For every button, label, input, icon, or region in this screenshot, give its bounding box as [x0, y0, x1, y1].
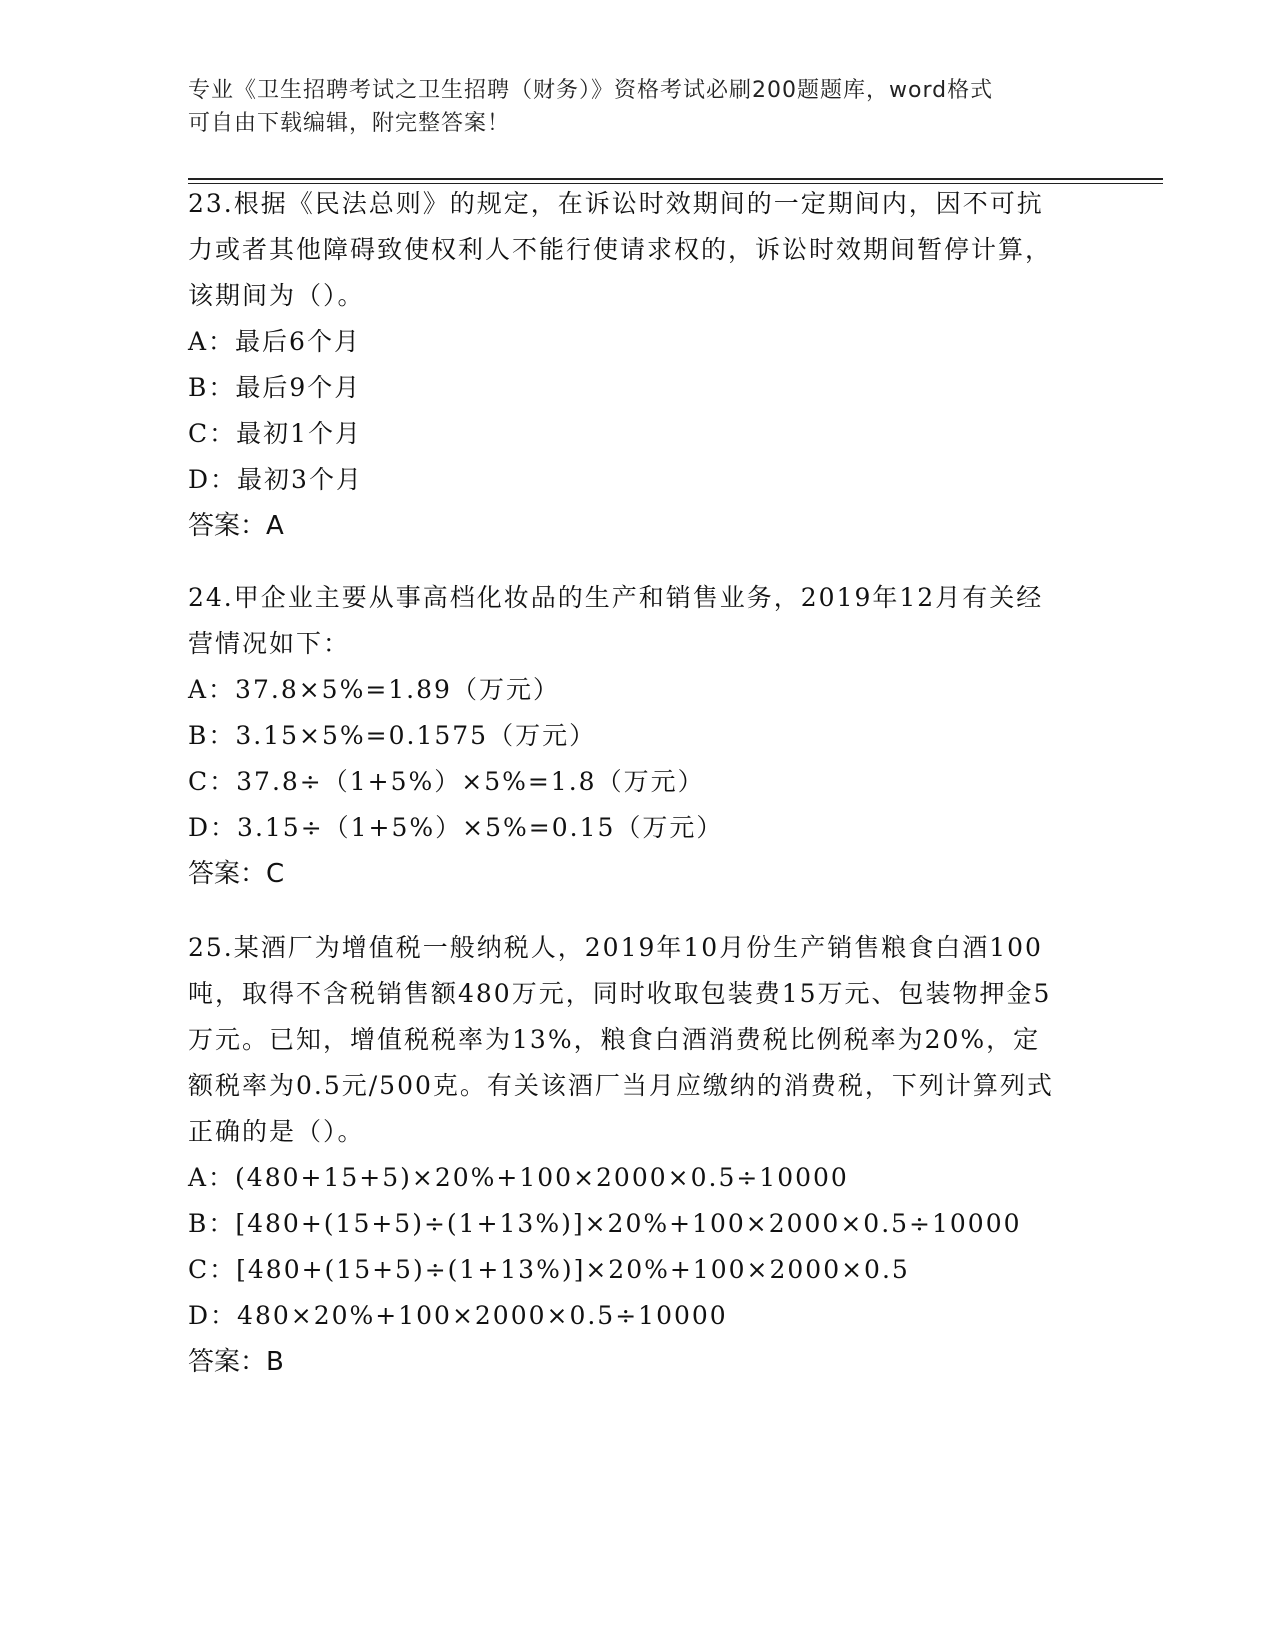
document-header — [188, 74, 1068, 140]
question-stem: 24.甲企业主要从事高档化妆品的生产和销售业务，2019年12月有关经营情况如下： — [188, 583, 1044, 658]
option-b: B：[480+(15+5)÷(1+13%)]×20%+100×2000×0.5÷10000 — [188, 1209, 1022, 1238]
option-a: A：最后6个月 — [188, 327, 361, 356]
option-c: C：[480+(15+5)÷(1+13%)]×20%+100×2000×0.5 — [188, 1255, 910, 1284]
answer-label: 答案：A — [188, 511, 284, 541]
option-d: D：3.15÷（1+5%）×5%=0.15（万元） — [188, 813, 724, 842]
question-stem: 25.某酒厂为增值税一般纳税人，2019年10月份生产销售粮食白酒100吨，取得不含税销售额480万元，同时收取包装费15万元、包装物押金5万元。已知，增值税税率为13%，粮食白酒消费税比例税率为20%，定额税率为0.5元/500克。有关该酒厂当月应缴纳的消费税，下列计算列式正确的是（）。 — [188, 933, 1054, 1146]
option-c: C：最初1个月 — [188, 419, 363, 448]
question-stem: 23.根据《民法总则》的规定，在诉讼时效期间的一定期间内，因不可抗力或者其他障碍致使权利人不能行使请求权的，诉讼时效期间暂停计算，该期间为（）。 — [188, 189, 1053, 310]
answer-label: 答案：C — [188, 859, 285, 889]
option-b: B：最后9个月 — [188, 373, 362, 402]
question-25 — [188, 925, 1088, 1385]
option-d: D：480×20%+100×2000×0.5÷10000 — [188, 1301, 728, 1330]
option-a: A：(480+15+5)×20%+100×2000×0.5÷10000 — [188, 1163, 849, 1192]
option-a: A：37.8×5%=1.89（万元） — [188, 675, 560, 704]
answer-label: 答案：B — [188, 1347, 284, 1377]
question-24 — [188, 575, 1088, 897]
option-d: D：最初3个月 — [188, 465, 363, 494]
option-c: C：37.8÷（1+5%）×5%=1.8（万元） — [188, 767, 705, 796]
option-b: B：3.15×5%=0.1575（万元） — [188, 721, 597, 750]
header-line-2: 可自由下载编辑，附完整答案！ — [188, 111, 511, 136]
question-23 — [188, 181, 1088, 549]
header-line-1: 专业《卫生招聘考试之卫生招聘（财务）》资格考试必刷200题题库，word格式 — [188, 78, 994, 103]
header-divider-thick — [188, 178, 1163, 180]
